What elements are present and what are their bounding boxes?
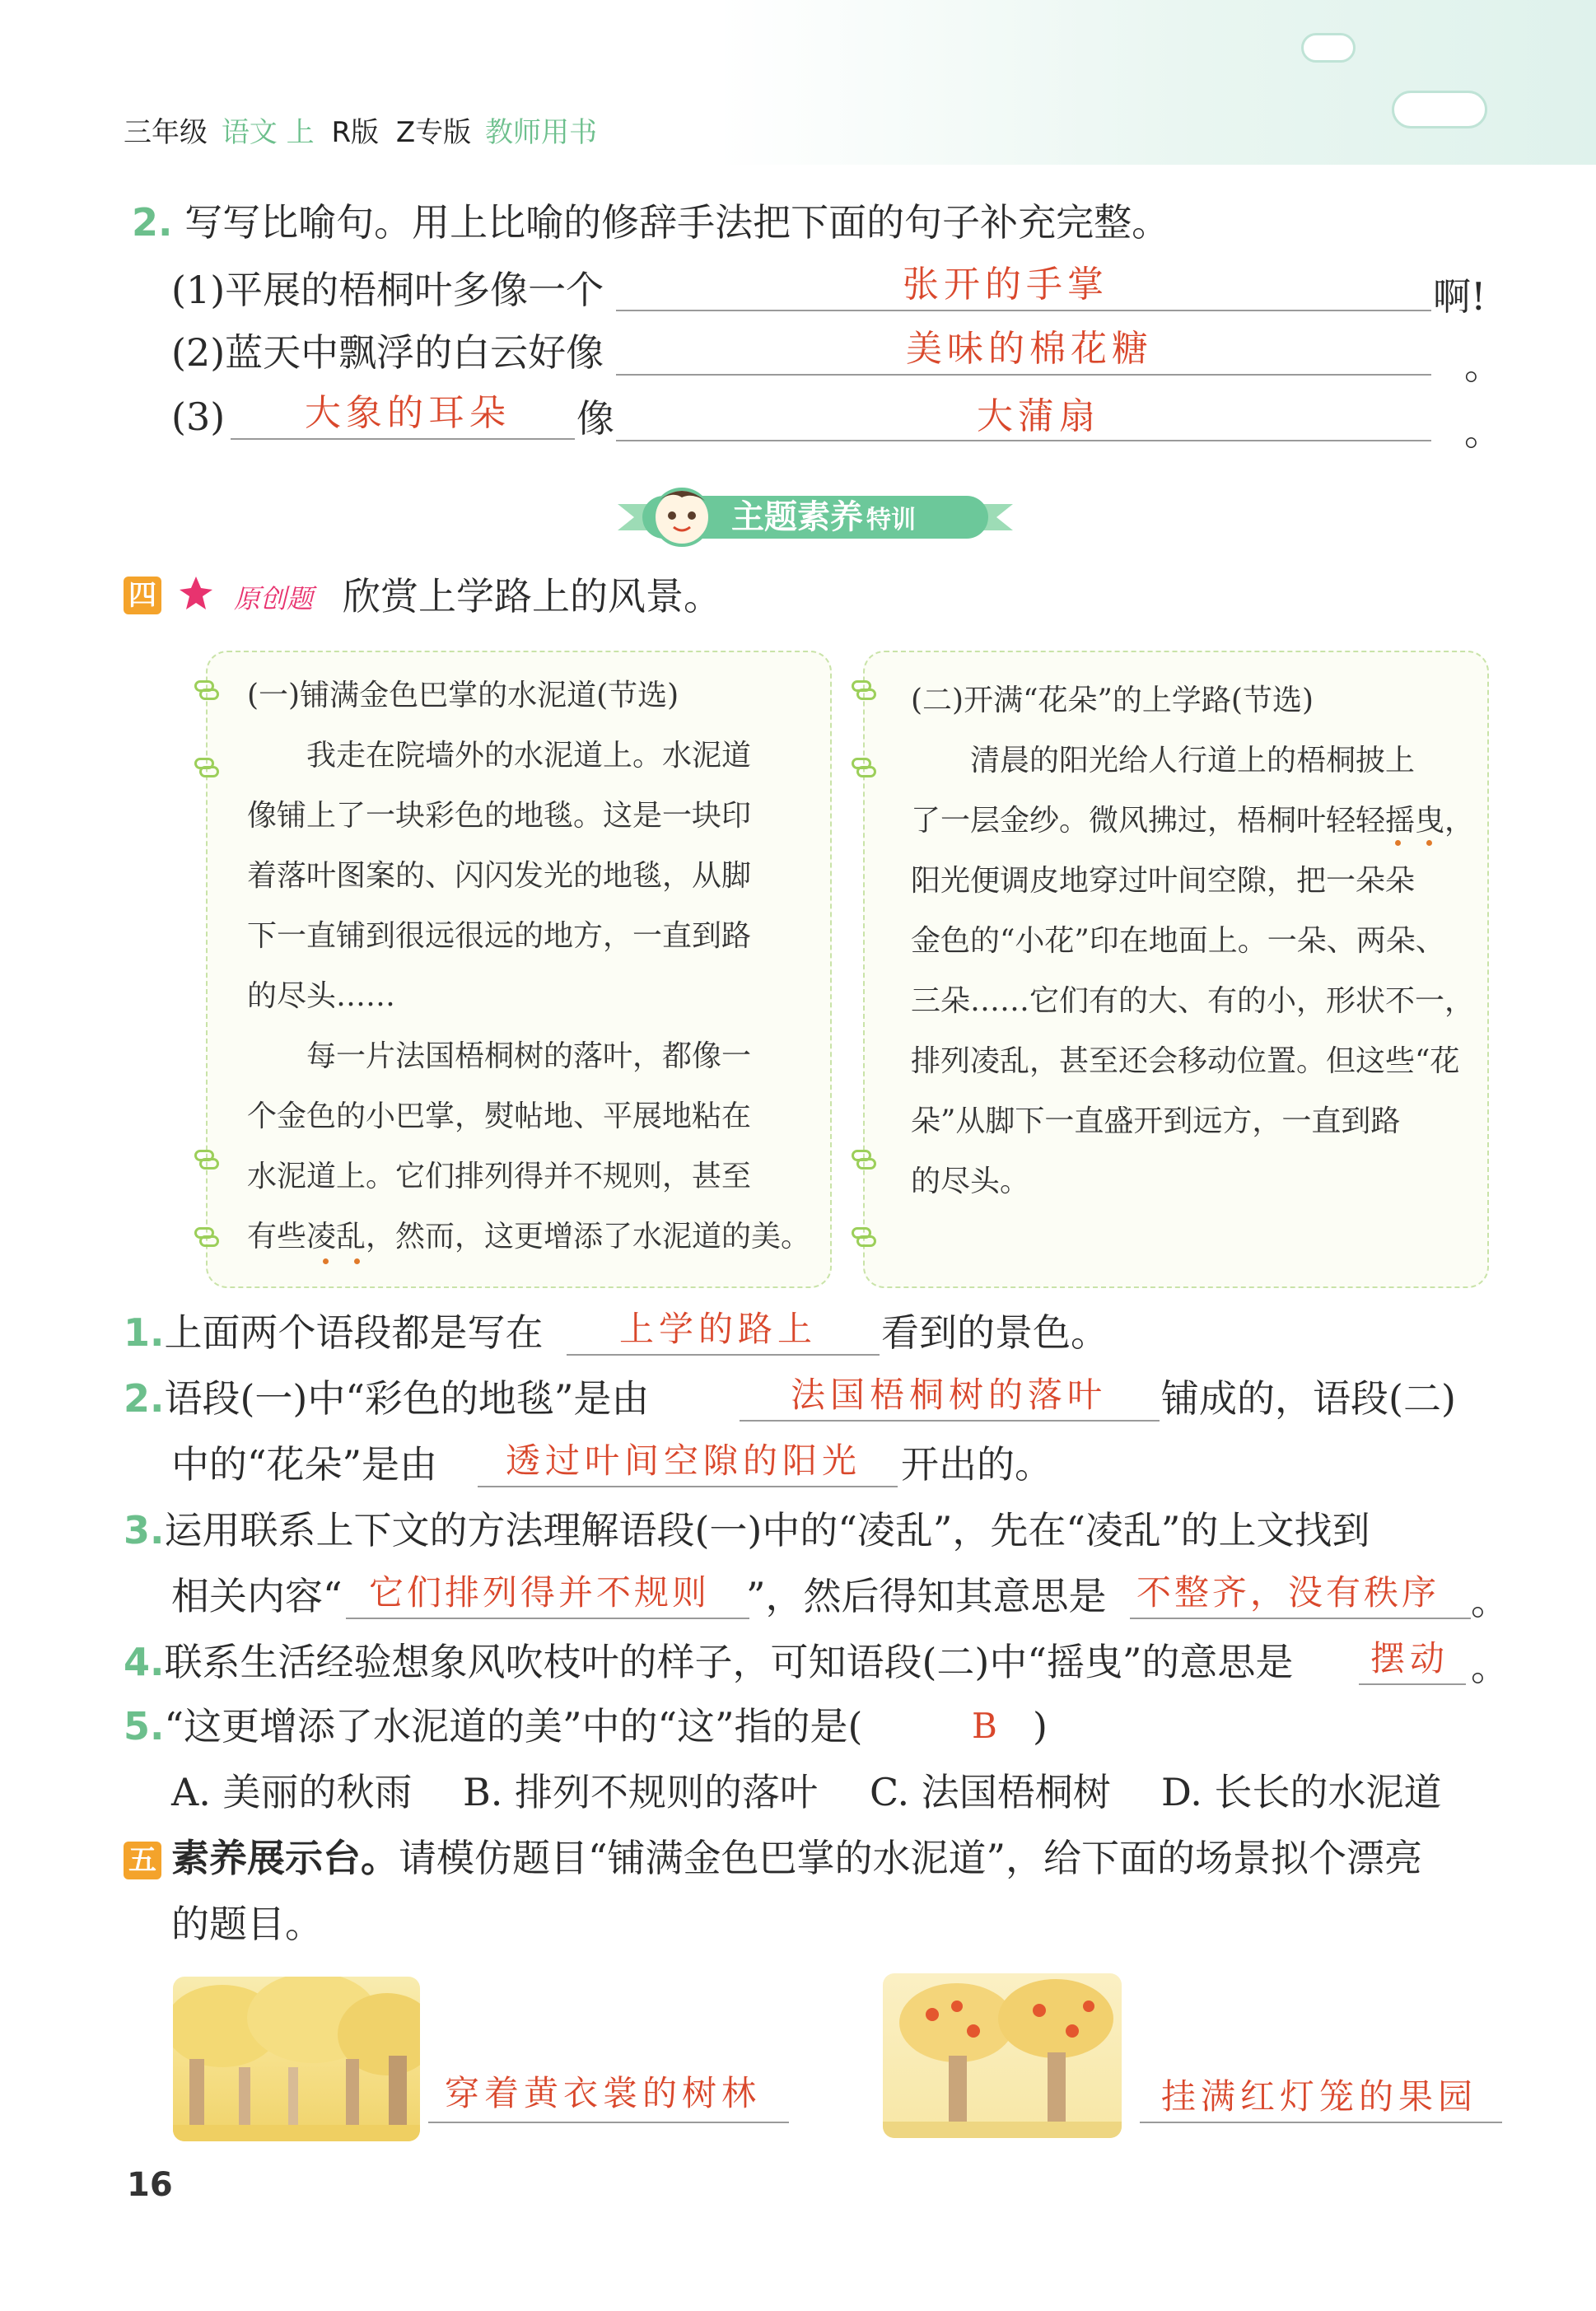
question-text: 铺成的，语段(二) — [1161, 1376, 1456, 1421]
passage-line: 个金色的小巴掌，熨帖地、平展地粘在 — [247, 1099, 752, 1133]
answer-text: 它们排列得并不规则 — [369, 1572, 711, 1613]
question-number: 1. — [124, 1310, 165, 1355]
item-suffix: 。 — [1464, 409, 1502, 454]
section-text: 请模仿题目“铺满金色巴掌的水泥道”，给下面的场景拟个漂亮 — [399, 1836, 1423, 1880]
question-text: 上面两个语段都是写在 — [164, 1310, 544, 1355]
passage-line: (二)开满“花朵”的上学路(节选) — [911, 684, 1314, 717]
option-c: C. 法国梧桐树 — [870, 1770, 1111, 1814]
header-grade: 三年级 — [124, 116, 208, 149]
cloud-decoration — [1301, 33, 1356, 63]
question-3 — [124, 1506, 1370, 1555]
question-prompt: 写写比喻句。用上比喻的修辞手法把下面的句子补充完整。 — [184, 200, 1170, 245]
question-4 — [124, 1637, 1293, 1687]
passage-line: 金色的“小花”印在地面上。一朵、两朵、 — [911, 924, 1445, 958]
passage-line: 清晨的阳光给人行道上的梧桐披上 — [911, 744, 1416, 777]
question-number: 2. — [124, 1376, 165, 1421]
cloud-decoration — [1392, 91, 1487, 128]
answer-text: 上学的路上 — [619, 1309, 818, 1349]
passage-line: 水泥道上。它们排列得并不规则，甚至 — [247, 1160, 752, 1193]
original-tag-icon — [171, 572, 336, 618]
question-text: ”，然后得知其意思是 — [746, 1574, 1107, 1618]
question-2 — [124, 1374, 649, 1423]
answer-text: 穿着黄衣裳的树林 — [445, 2073, 762, 2113]
answer-text: 张开的手掌 — [903, 264, 1108, 306]
clip-icon — [194, 680, 216, 698]
question-text: 。 — [1471, 1645, 1509, 1689]
answer-text: 大蒲扇 — [977, 395, 1100, 437]
question-text: 运用联系上下文的方法理解语段(一)中的“凌乱”，先在“凌乱”的上文找到 — [164, 1508, 1370, 1552]
banner-main: 主题素养 — [731, 498, 863, 536]
answer-line — [1359, 1683, 1466, 1685]
question-text: 相关内容“ — [171, 1574, 343, 1618]
emphasis-dot — [1395, 840, 1401, 846]
question-text: 中的“花朵”是由 — [171, 1442, 438, 1487]
answer-line — [1130, 1618, 1471, 1619]
emphasis-dot — [323, 1258, 329, 1264]
question-text: 语段(一)中“彩色的地毯”是由 — [164, 1376, 650, 1421]
section-badge: 四 — [124, 577, 161, 614]
item-prefix: (2)蓝天中飘浮的白云好像 — [171, 330, 604, 375]
answer-line — [740, 1420, 1160, 1422]
passage-line: 像铺上了一块彩色的地毯。这是一块印 — [247, 799, 752, 833]
passage-line: 我走在院墙外的水泥道上。水泥道 — [247, 739, 752, 773]
answer-text: 不整齐，没有秩序 — [1136, 1572, 1440, 1613]
question-text: ) — [1033, 1704, 1048, 1748]
section-title: 欣赏上学路上的风景。 — [343, 574, 721, 619]
section-badge: 五 — [124, 1842, 161, 1879]
clip-icon — [852, 1150, 873, 1168]
answer-line — [231, 438, 575, 440]
simile-item-2 — [171, 328, 604, 377]
simile-item-3 — [171, 392, 225, 441]
question-text: 看到的景色。 — [881, 1310, 1108, 1355]
passage-line: 下一直铺到很远很远的地方，一直到路 — [247, 919, 752, 953]
emphasis-dot — [1426, 840, 1432, 846]
original-tag: 原创题 — [234, 583, 314, 614]
section-5-text-1 — [171, 1833, 1422, 1883]
passage-line: 了一层金纱。微风拂过，梧桐叶轻轻摇曳， — [911, 804, 1475, 838]
option-b: B. 排列不规则的落叶 — [463, 1770, 819, 1814]
page-number: 16 — [127, 2166, 173, 2204]
question-1 — [124, 1308, 543, 1357]
passage-line: (一)铺满金色巴掌的水泥道(节选) — [247, 679, 679, 712]
answer-text: 大象的耳朵 — [305, 392, 511, 434]
item-middle: 像 — [576, 396, 614, 441]
answer-line — [1140, 2122, 1502, 2123]
item-suffix: 。 — [1464, 343, 1502, 388]
question-5 — [124, 1702, 863, 1751]
passage-line: 阳光便调皮地穿过叶间空隙，把一朵朵 — [911, 864, 1416, 898]
option-a: A. 美丽的秋雨 — [171, 1770, 413, 1814]
answer-text: 摆动 — [1370, 1638, 1450, 1678]
passage-line: 排列凌乱，甚至还会移动位置。但这些“花 — [911, 1044, 1460, 1078]
theme-banner — [618, 484, 1013, 550]
simile-question — [132, 198, 1169, 247]
passage-line: 的尽头。 — [911, 1165, 1030, 1198]
question-text: 联系生活经验想象风吹枝叶的样子，可知语段(二)中“摇曳”的意思是 — [164, 1640, 1294, 1684]
question-text: 开出的。 — [901, 1442, 1052, 1487]
answer-text: 挂满红灯笼的果园 — [1161, 2076, 1478, 2117]
question-number: 3. — [124, 1508, 165, 1552]
banner-title — [731, 496, 916, 539]
option-d: D. 长长的水泥道 — [1161, 1770, 1442, 1814]
answer-text: 法国梧桐树的落叶 — [791, 1375, 1108, 1415]
orchard-scene-image — [883, 1973, 1122, 2138]
clip-icon — [194, 1227, 216, 1245]
emphasis-dot — [354, 1258, 360, 1264]
item-prefix: (3) — [171, 395, 226, 439]
clip-icon — [194, 1150, 216, 1168]
answer-text: 美味的棉花糖 — [906, 328, 1153, 370]
answer-line — [428, 2122, 789, 2123]
passage-line: 每一片法国梧桐树的落叶，都像一 — [247, 1039, 752, 1073]
answer-line — [616, 310, 1431, 311]
question-number: 2. — [132, 200, 173, 245]
passage-line: 着落叶图案的、闪闪发光的地毯，从脚 — [247, 859, 752, 893]
passage-line: 有些凌乱，然而，这更增添了水泥道的美。 — [247, 1220, 811, 1254]
clip-icon — [852, 1227, 873, 1245]
item-suffix: 啊! — [1433, 274, 1486, 319]
passage-line: 三朵……它们有的大、有的小，形状不一， — [911, 984, 1475, 1018]
simile-item-1 — [171, 265, 604, 315]
answer-line — [478, 1486, 898, 1487]
header-book-type: 教师用书 — [484, 116, 597, 149]
passage-line: 的尽头…… — [247, 979, 396, 1013]
answer-text: 透过叶间空隙的阳光 — [506, 1440, 862, 1481]
answer-line — [346, 1618, 749, 1619]
answer-line — [616, 374, 1431, 376]
header-subject: 语文 上 — [221, 116, 315, 149]
question-text: 。 — [1471, 1579, 1509, 1623]
section-title: 素养展示台。 — [171, 1836, 399, 1880]
question-number: 5. — [124, 1704, 165, 1748]
question-text: “这更增添了水泥道的美”中的“这”指的是( — [164, 1704, 863, 1748]
question-number: 4. — [124, 1640, 165, 1684]
clip-icon — [852, 758, 873, 776]
answer-text: B — [972, 1706, 1002, 1746]
section-text: 的题目。 — [171, 1902, 323, 1946]
clip-icon — [194, 758, 216, 776]
header-edition-r: R版 — [331, 116, 380, 149]
passage-line: 朵”从脚下一直盛开到远方，一直到路 — [911, 1104, 1401, 1138]
forest-scene-image — [173, 1977, 420, 2141]
header-edition-z: Z专版 — [395, 116, 472, 149]
header-bar — [124, 112, 597, 153]
answer-line — [567, 1354, 880, 1356]
banner-sub: 特训 — [866, 506, 916, 535]
clip-icon — [852, 680, 873, 698]
item-prefix: (1)平展的梧桐叶多像一个 — [171, 268, 604, 312]
